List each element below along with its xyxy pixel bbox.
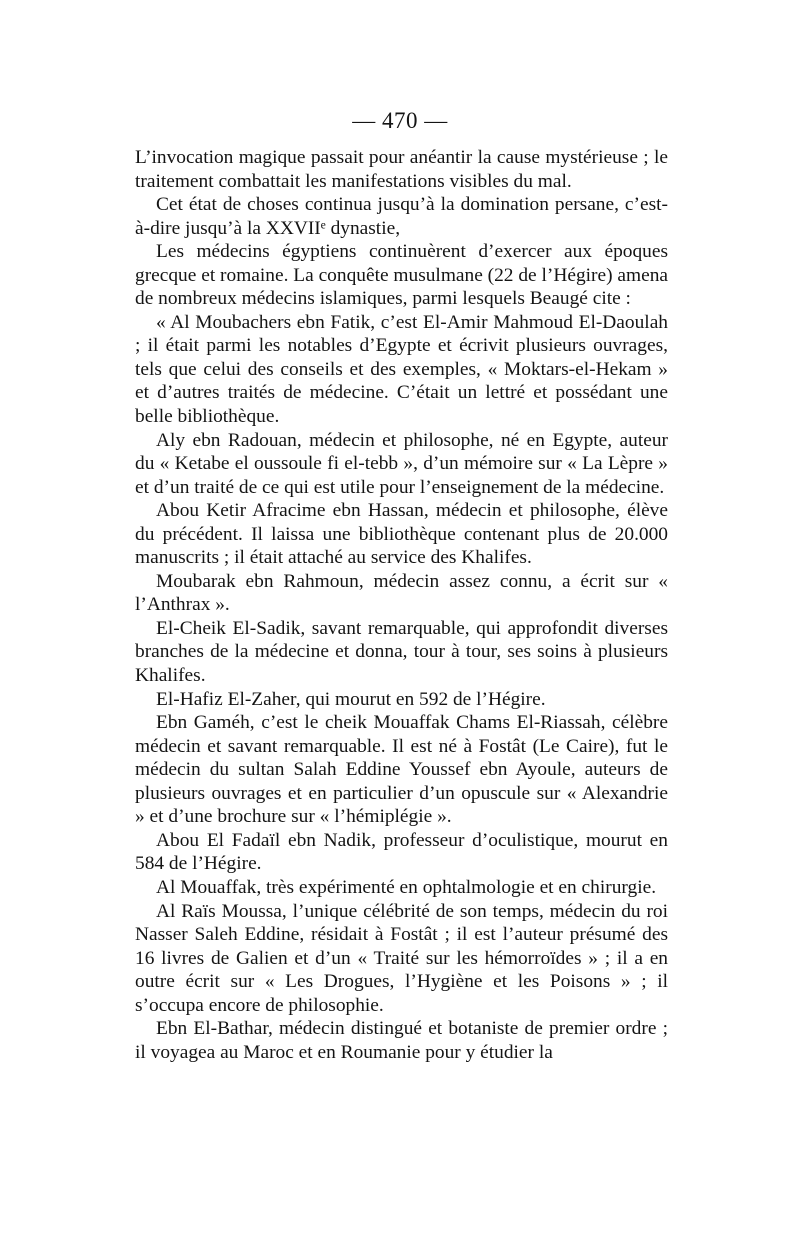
paragraph-invocation: L’invocation magique passait pour anéantir la cause mystérieuse ; le traitement combattait les manifestations visibles du mal.: [135, 147, 668, 192]
paragraph-el-hafiz: El-Hafiz El-Zaher, qui mourut en 592 de l’Hégire.: [156, 688, 546, 710]
paragraph-al-moubachers: « Al Moubachers ebn Fatik, c’est El-Amir Mahmoud El-Daoulah ; il était parmi les notables d’Egypte et écrivit plusieurs ouvrages, tels que celui des conseils et des exemples, « Moktars-el-Hekam » et d’autres traités de médecine. C’était un lettré et possédant une belle bibliothèque.: [135, 311, 668, 428]
paragraph-ebn-el-bathar: Ebn El-Bathar, médecin distingué et botaniste de premier ordre ; il voyagea au Maroc et en Roumanie pour y étudier la: [135, 1018, 668, 1063]
paragraph-greek-roman-era: Les médecins égyptiens continuèrent d’exercer aux époques grecque et romaine. La conquête musulmane (22 de l’Hégire) amena de nombreux médecins islamiques, parmi lesquels Beaugé cite :: [135, 241, 669, 310]
paragraph-moubarak: Moubarak ebn Rahmoun, médecin assez connu, a écrit sur « l’Anthrax ».: [135, 570, 668, 616]
paragraph-abou-ketir: Abou Ketir Afracime ebn Hassan, médecin et philosophe, élève du précédent. Il laissa une bibliothèque contenant plus de 20.000 manuscrits ; il était attaché au service des Khalifes.: [135, 500, 668, 569]
paragraph-ebn-gameh: Ebn Gaméh, c’est le cheik Mouaffak Chams El-Riassah, célèbre médecin et savant remarquable. Il est né à Fostât (Le Caire), fut le médecin du sultan Salah Eddine Youssef ebn Ayoule, auteurs de plusieurs ouvrages et en particulier d’un opuscule sur « Alexandrie » et d’une brochure sur « l’hémiplégie ».: [135, 712, 668, 828]
paragraph-el-cheik-el-sadik: El-Cheik El-Sadik, savant remarquable, qui approfondit diverses branches de la médecine et donna, tour à tour, ses soins à plusieurs Khalifes.: [135, 617, 668, 687]
page-body: [135, 146, 668, 1064]
paragraph-aly-ebn-radouan: Aly ebn Radouan, médecin et philosophe, né en Egypte, auteur du « Ketabe el oussoule fi el-tebb », d’un mémoire sur « La Lèpre » et d’un traité de ce qui est utile pour l’enseignement de la médecine.: [135, 429, 668, 498]
page-number: — 470 —: [352, 108, 448, 133]
paragraph-al-mouaffak: Al Mouaffak, très expérimenté en ophtalmologie et en chirurgie.: [156, 876, 657, 898]
paragraph-persian-domination: Cet état de choses continua jusqu’à la domination persane, c’est-à-dire jusqu’à la XXVIIᵉ dynastie,: [135, 194, 668, 239]
paragraph-al-rais-moussa: Al Raïs Moussa, l’unique célébrité de son temps, médecin du roi Nasser Saleh Eddine, résidait à Fostât ; il est l’auteur présumé des 16 livres de Galien et d’un « Traité sur les hémorroïdes » ; il a en outre écrit sur « Les Drogues, l’Hygiène et les Poisons » ; il s’occupa encore de philosophie.: [135, 900, 668, 1016]
paragraph-abou-el-fadail: Abou El Fadaïl ebn Nadik, professeur d’oculistique, mourut en 584 de l’Hégire.: [135, 829, 668, 875]
